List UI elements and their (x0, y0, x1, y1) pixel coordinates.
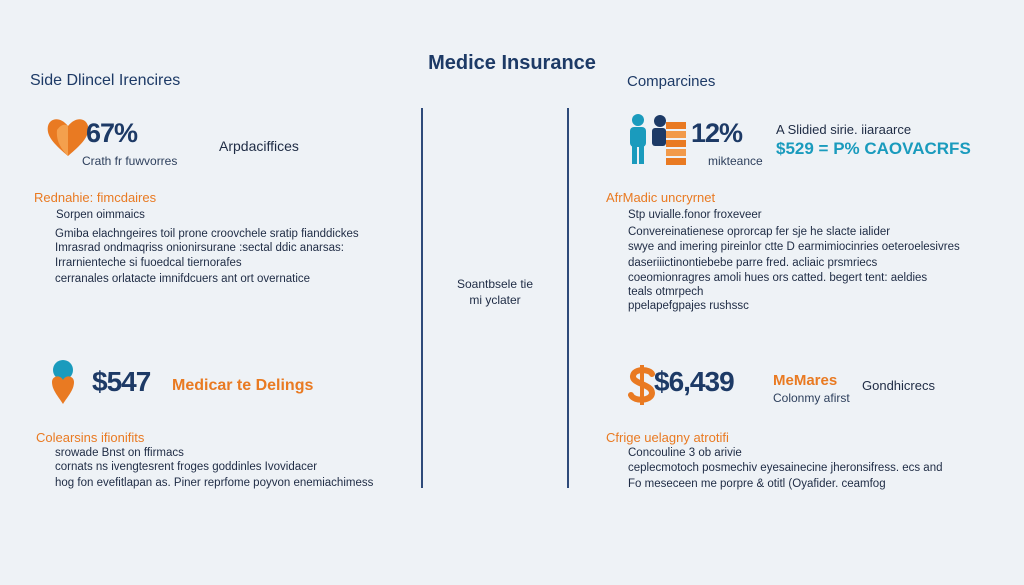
right-section1-line: ppelapefgpajes rushssc (628, 300, 749, 312)
right-stat-top-line2 (776, 139, 971, 159)
left-heading: Side Dlincel Irencires (30, 72, 181, 89)
right-stat-top-value: 12% (691, 118, 743, 148)
right-section1-line: daseriiictinontiebebe parre fred. acliaic prsmriecs (628, 257, 878, 269)
dollar-icon (628, 364, 656, 406)
divider-left (421, 108, 423, 488)
left-stat-top-value: 67% (86, 118, 138, 148)
right-section1-heading: AfrMadic uncryrnet (606, 190, 716, 205)
right-section2-line: ceplecmotoch posmechiv eyesainecine jheronsifress. ecs and (628, 462, 943, 474)
right-section1-line: coeomionragres amoli hues ors catted. begert tent: aeldies (628, 272, 928, 284)
left-section1-heading: Rednahie: fimcdaires (34, 190, 157, 205)
left-section1-line: Gmiba elachngeires toil prone croovchele sratip fianddickes (55, 228, 359, 240)
balloon-icon (48, 358, 78, 406)
center-note (430, 276, 560, 308)
left-section1-sub: Sorpen oimmaics (56, 209, 145, 221)
left-section2-heading: Colearsins ifionifits (36, 430, 145, 445)
left-stat-top-side-label: Arpdaciffices (219, 138, 299, 154)
divider-right (567, 108, 569, 488)
heart-icon (44, 112, 92, 160)
left-stat-bottom-label: Medicar te Delings (172, 377, 314, 394)
left-section2-sub: srowade Bnst on ffirmacs (55, 447, 184, 459)
right-stat-top-line1: A Slidied sirie. iiaraarce (776, 122, 912, 137)
left-stat-top-caption: Crath fr fuwvorres (82, 154, 178, 168)
left-stat-bottom-value: $547 (92, 366, 151, 397)
left-section2-line: hog fon evefitlapan as. Piner reprfome poyvon enemiachimess (55, 477, 374, 489)
right-section1-line: swye and imering pireinlor ctte D earmimiocinries oeteroelesivres (628, 241, 960, 253)
right-section2-line: Fo meseceen me porpre & otitl (Oyafider. ceamfog (628, 478, 886, 490)
right-stat-bottom-side-label: Gondhicrecs (862, 378, 935, 393)
right-stat-top-caption: mikteance (708, 154, 763, 168)
center-note-line2: mi yclater (469, 293, 521, 307)
left-section1-line: cerranales orlatacte imnifdcuers ant ort overnatice (55, 273, 311, 285)
left-section1-line: Irrarnienteche si fuoedcal tiernorafes (55, 257, 242, 269)
left-section2-line: cornats ns ivengtesrent froges goddinles Ivovidacer (55, 461, 318, 473)
right-section1-line: teals otmrpech (628, 286, 704, 298)
right-stat-top-line2-text: $529 = P% CAOVACRFS (776, 139, 971, 158)
page-title: Medice Insurance (428, 52, 596, 74)
people-icon (626, 112, 688, 168)
right-section2-sub: Concouline 3 ob arivie (628, 447, 742, 459)
right-section2-heading: Cfrige uelagny atrotifi (606, 430, 729, 445)
left-section1-line: Imrasrad ondmaqriss onionirsurane :sectal ddic anarsas: (55, 242, 344, 254)
right-stat-bottom-value: $6,439 (654, 366, 734, 397)
right-stat-bottom-sub: Colonmy afirst (773, 391, 850, 405)
right-heading: Comparcines (627, 73, 716, 90)
center-note-line1: Soantbsele tie (456, 277, 534, 291)
right-section1-line: Convereinatienese oprorcap fer sje he slacte ialider (628, 226, 891, 238)
right-section1-sub: Stp uvialle.fonor froxeveer (628, 209, 762, 221)
right-stat-bottom-label: MeMares (773, 372, 838, 389)
